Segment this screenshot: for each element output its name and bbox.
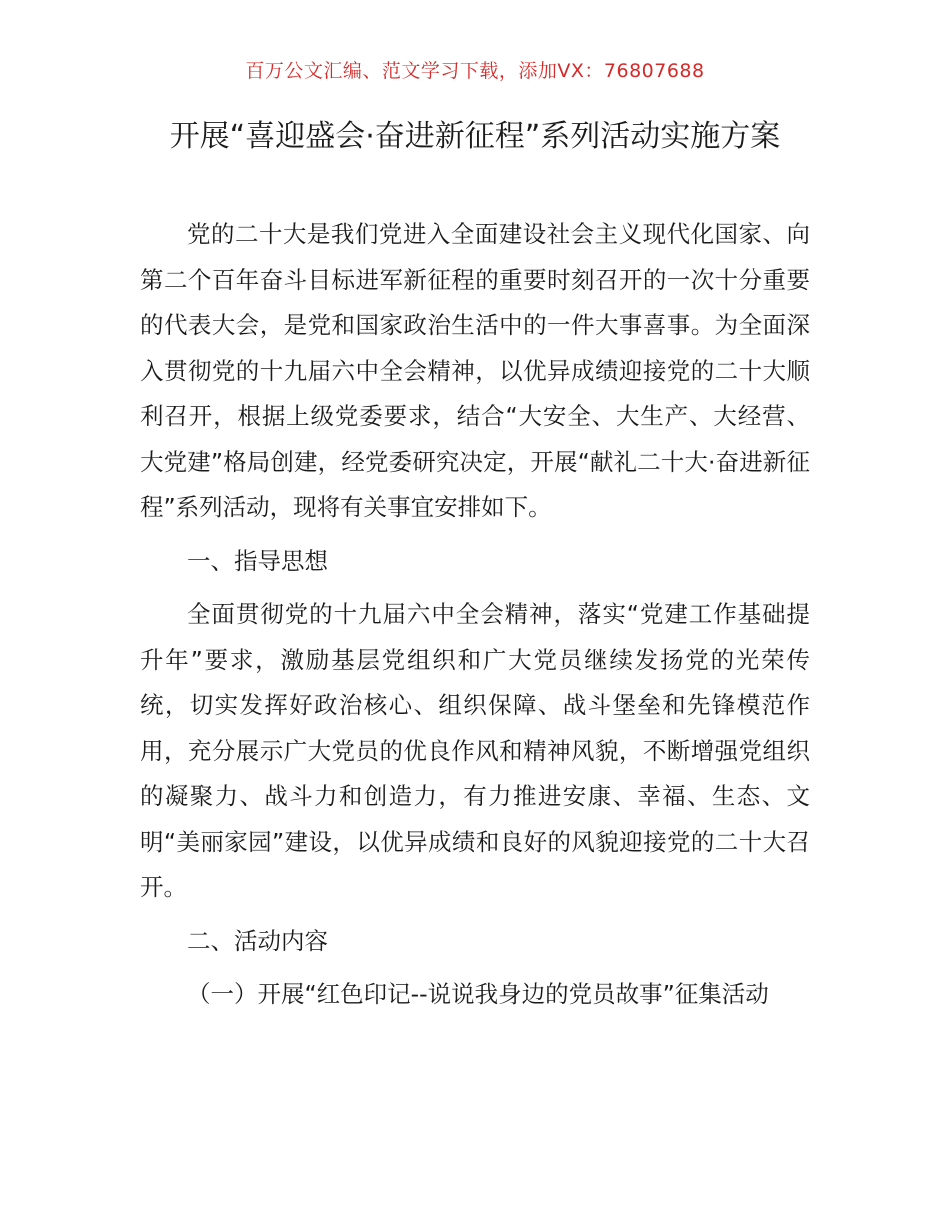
guiding-ideology-paragraph: 全面贯彻党的十九届六中全会精神，落实“党建工作基础提升年”要求，激励基层党组织和广大党员继续发扬党的光荣传统，切实发挥好政治核心、组织保障、战斗堡垒和先锋模范作用，充分展示广大党员的优良作风和精神风貌，不断增强党组织的凝聚力、战斗力和创造力，有力推进安康、幸福、生态、文明“美丽家园”建设，以优异成绩和良好的风貌迎接党的二十大召开。	[140, 600, 810, 901]
section-heading-activity-content: 二、活动内容	[187, 926, 328, 955]
section-heading-guiding-ideology: 一、指导思想	[187, 546, 328, 575]
document-title: 开展“喜迎盛会·奋进新征程”系列活动实施方案	[169, 119, 781, 154]
intro-paragraph: 党的二十大是我们党进入全面建设社会主义现代化国家、向第二个百年奋斗目标进军新征程的重要时刻召开的一次十分重要的代表大会，是党和国家政治生活中的一件大事喜事。为全面深入贯彻党的十九届六中全会精神，以优异成绩迎接党的二十大顺利召开，根据上级党委要求，结合“大安全、大生产、大经营、大党建”格局创建，经党委研究决定，开展“献礼二十大·奋进新征程”系列活动，现将有关事宜安排如下。	[140, 220, 810, 521]
document-body	[140, 212, 810, 1018]
header-contact-note: 百万公文汇编、范文学习下载，添加VX：76807688	[245, 60, 705, 82]
subsection-heading-red-imprint: （一）开展“红色印记--说说我身边的党员故事”征集活动	[187, 980, 769, 1008]
